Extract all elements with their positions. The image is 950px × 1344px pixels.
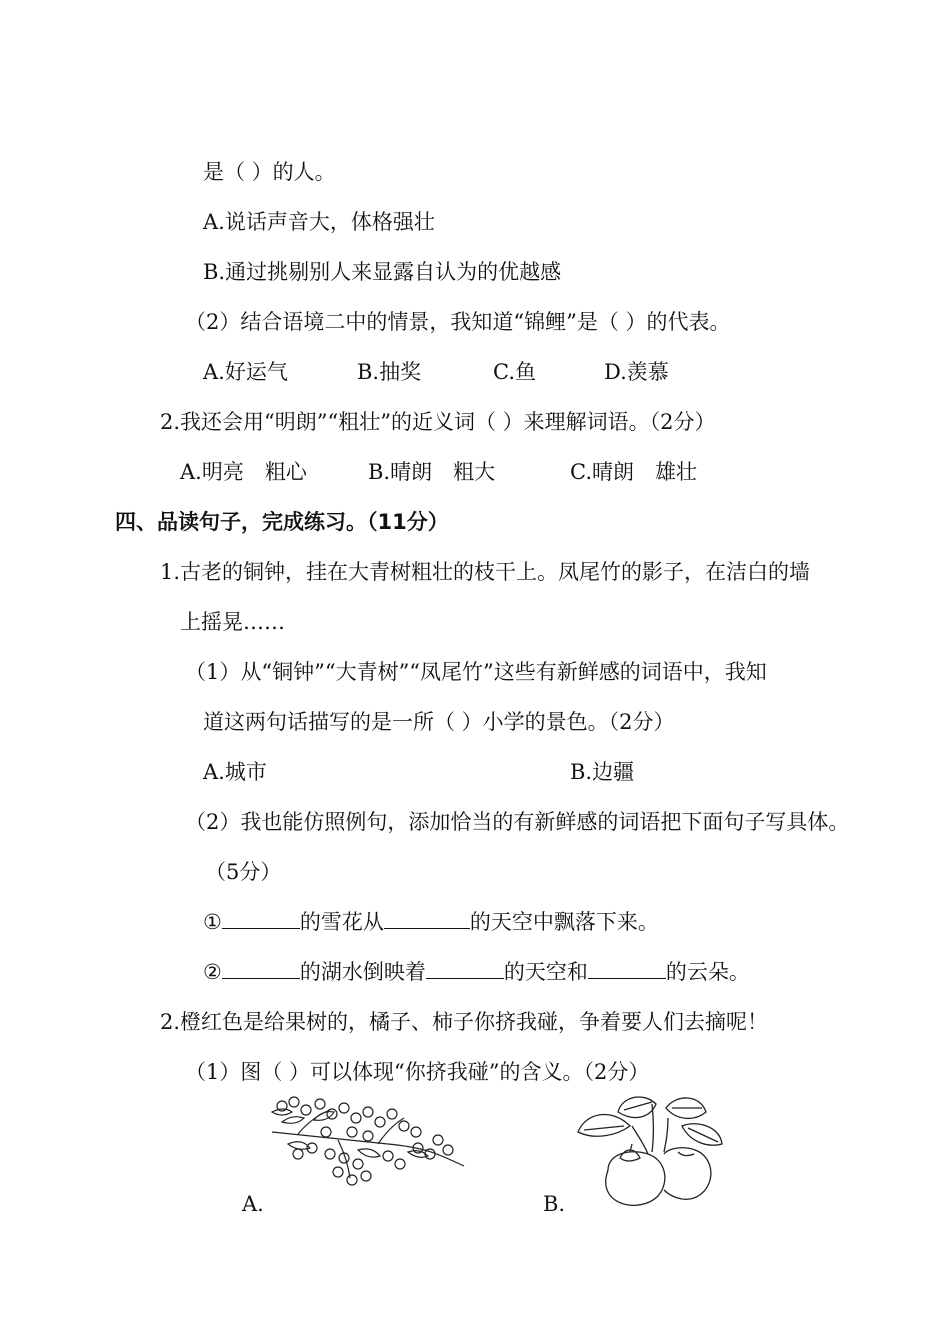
q3-sub2-question: （2）结合语境二中的情景，我知道“锦鲤”是（ ）的代表。: [185, 310, 731, 334]
fill-2-text-b: 的天空和: [503, 960, 588, 984]
q3-sub1-tail: 是（ ）的人。: [203, 160, 336, 184]
q3-sub2-option-b: B.抽奖: [357, 360, 422, 384]
fill-1-blank-b[interactable]: [384, 908, 470, 929]
fill-in-sentence-2: [203, 958, 750, 986]
fill-2-number: ②: [203, 960, 222, 984]
s4-q1-sub2-line-1: （2）我也能仿照例句，添加恰当的有新鲜感的词语把下面句子写具体。: [185, 810, 850, 834]
fill-2-blank-b[interactable]: [426, 958, 504, 979]
q3-question-2: 2.我还会用“明朗”“粗壮”的近义词（ ）来理解词语。（2分）: [160, 410, 716, 434]
figure-a-label: A.: [242, 1192, 264, 1216]
s4-q2-line-1: 2.橙红色是给果树的，橘子、柿子你挤我碰，争着要人们去摘呢！: [160, 1010, 769, 1034]
figure-a-kumquat-branch: [268, 1092, 468, 1192]
q3-sub1-option-b: B.通过挑剔别人来显露自认为的优越感: [203, 260, 562, 284]
q3-sub2-option-c: C.鱼: [493, 360, 536, 384]
s4-q1-sub1-line-1: （1）从“铜钟”“大青树”“凤尾竹”这些有新鲜感的词语中，我知: [185, 660, 767, 684]
q3-q2-option-b: B.晴朗 粗大: [368, 460, 496, 484]
s4-q1-sub2-line-2: （5分）: [205, 860, 282, 884]
section-4-heading: 四、品读句子，完成练习。（11分）: [115, 510, 449, 534]
s4-q1-sub1-line-2: 道这两句话描写的是一所（ ）小学的景色。（2分）: [203, 710, 675, 734]
s4-q1-line-2: 上摇晃……: [180, 610, 285, 634]
s4-q1-sub1-option-a: A.城市: [203, 760, 267, 784]
fill-2-blank-a[interactable]: [222, 958, 300, 979]
q3-q2-option-a: A.明亮 粗心: [180, 460, 307, 484]
q3-sub1-option-a: A.说话声音大，体格强壮: [203, 210, 435, 234]
figure-b-label: B.: [543, 1192, 566, 1216]
s4-q2-sub1: （1）图（ ）可以体现“你挤我碰”的含义。（2分）: [185, 1060, 650, 1084]
fill-2-text-a: 的湖水倒映着: [299, 960, 426, 984]
fill-1-number: ①: [203, 910, 222, 934]
fill-1-text-a: 的雪花从: [299, 910, 384, 934]
fill-2-text-c: 的云朵。: [665, 960, 750, 984]
s4-q1-line-1: 1.古老的铜钟，挂在大青树粗壮的枝干上。凤尾竹的影子，在洁白的墙: [160, 560, 811, 584]
q3-sub2-option-d: D.羡慕: [604, 360, 669, 384]
q3-sub2-option-a: A.好运气: [203, 360, 288, 384]
fill-2-blank-c[interactable]: [588, 958, 666, 979]
fill-in-sentence-1: [203, 908, 659, 936]
fill-1-text-b: 的天空中飘落下来。: [469, 910, 659, 934]
s4-q1-sub1-option-b: B.边疆: [570, 760, 635, 784]
q3-q2-option-c: C.晴朗 雄壮: [570, 460, 697, 484]
fill-1-blank-a[interactable]: [222, 908, 300, 929]
figure-b-persimmons: [572, 1092, 732, 1212]
